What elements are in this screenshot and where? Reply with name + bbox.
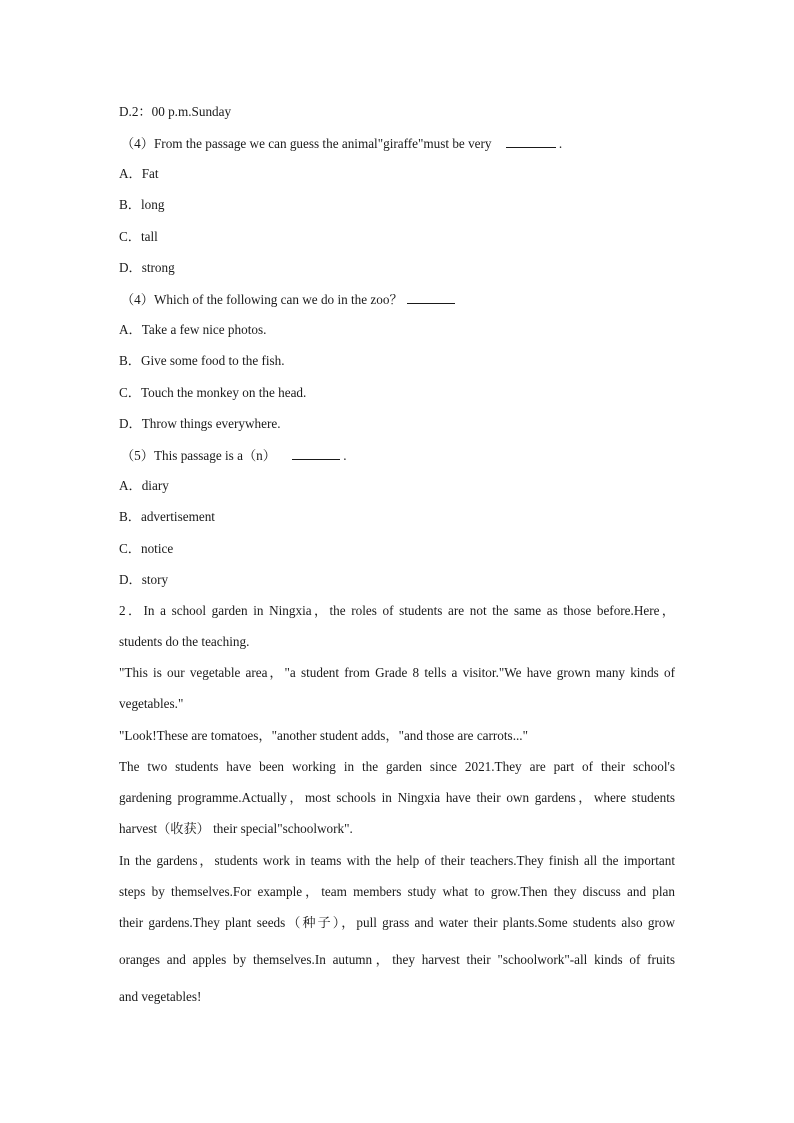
question-5-stem — [121, 447, 347, 464]
passage-2-line: 2．In a school garden in Ningxia，the roles of students are not the same as those before.Here， — [119, 603, 675, 618]
q4a-option-c: C．tall — [119, 229, 158, 244]
q4a-option-d: D．strong — [119, 260, 175, 275]
question-4b-stem — [121, 291, 455, 308]
q4b-option-b: B．Give some food to the fish. — [119, 353, 285, 368]
passage-2-line: oranges and apples by themselves.In autumn，they harvest their "schoolwork"-all kinds of fruits — [119, 952, 675, 967]
q4a-option-b: B．long — [119, 197, 165, 212]
passage-2-line: vegetables." — [119, 696, 184, 711]
question-4b-text: （4）Which of the following can we do in the zoo？ — [121, 292, 403, 307]
passage-2-line: harvest（收获） their special"schoolwork". — [119, 821, 353, 836]
passage-2-line: "This is our vegetable area，"a student from Grade 8 tells a visitor."We have grown many kinds of — [119, 665, 675, 680]
q4b-option-d: D．Throw things everywhere. — [119, 416, 281, 431]
passage-2-line: The two students have been working in the garden since 2021.They are part of their school's — [119, 759, 675, 774]
question-4a-stem — [121, 135, 562, 152]
passage-2-line: and vegetables! — [119, 989, 202, 1004]
q4b-option-a: A．Take a few nice photos. — [119, 322, 267, 337]
question-4a-text: （4）From the passage we can guess the animal"giraffe"must be very — [121, 136, 492, 151]
passage-2-line: In the gardens，students work in teams with the help of their teachers.They finish all the important — [119, 853, 675, 868]
passage-2-line: gardening programme.Actually，most schools in Ningxia have their own gardens，where students — [119, 790, 675, 805]
answer-blank — [407, 291, 455, 304]
passage-2-line: their gardens.They plant seeds（种子），pull grass and water their plants.Some students also grow — [119, 915, 675, 930]
question-5-text: （5）This passage is a（n） — [121, 448, 276, 463]
passage-2-line: steps by themselves.For example，team members study what to grow.Then they discuss and plan — [119, 884, 675, 899]
q4a-option-a: A．Fat — [119, 166, 159, 181]
passage-2-line: students do the teaching. — [119, 634, 250, 649]
answer-blank — [506, 135, 556, 148]
question-4a-end: . — [555, 136, 563, 151]
q5-option-b: B．advertisement — [119, 509, 215, 524]
q4b-option-c: C．Touch the monkey on the head. — [119, 385, 307, 400]
q5-option-c: C．notice — [119, 541, 174, 556]
question-5-end: . — [339, 448, 347, 463]
passage-2-line: "Look!These are tomatoes，"another student adds，"and those are carrots..." — [119, 728, 528, 743]
q5-option-a: A．diary — [119, 478, 169, 493]
answer-blank — [292, 447, 340, 460]
q5-option-d: D．story — [119, 572, 169, 587]
q3-option-d: D.2：00 p.m.Sunday — [119, 104, 232, 119]
